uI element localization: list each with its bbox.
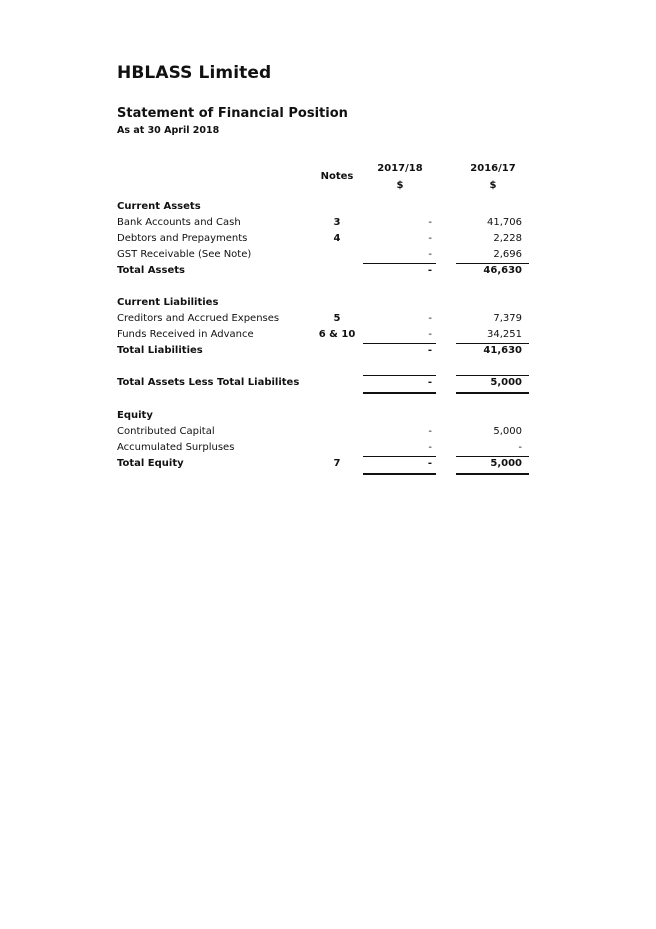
equity-heading — [0, 410, 656, 426]
double-total-rule — [363, 473, 436, 475]
total-value-2017-18: - — [427, 345, 432, 356]
currency-2017-18-header: $ — [396, 180, 404, 191]
total-note: 7 — [333, 458, 341, 469]
subtotal-rule — [456, 343, 529, 344]
year-2017-18-header: 2017/18 — [377, 163, 423, 174]
total-label: Total Assets — [117, 265, 185, 276]
currency-2016-17-header: $ — [489, 180, 497, 191]
double-total-rule — [456, 473, 529, 475]
double-total-rule — [456, 392, 529, 394]
subtotal-rule — [456, 456, 529, 457]
total-value-2017-18: - — [427, 265, 432, 276]
total-label: Total Equity — [117, 458, 184, 469]
net-assets-row — [0, 377, 656, 393]
table-row — [0, 426, 656, 442]
row-label: Funds Received in Advance — [117, 329, 254, 340]
row-value-2016-17: - — [518, 442, 522, 453]
section-heading: Equity — [117, 410, 153, 421]
row-value-2017-18: - — [428, 233, 432, 244]
row-value-2017-18: - — [428, 313, 432, 324]
row-note: 6 & 10 — [318, 329, 356, 340]
row-value-2016-17: 41,706 — [487, 217, 522, 228]
row-label: Creditors and Accrued Expenses — [117, 313, 280, 324]
table-row — [0, 233, 656, 249]
total-value-2017-18: - — [427, 458, 432, 469]
total-value-2016-17: 46,630 — [483, 265, 522, 276]
double-total-rule — [363, 392, 436, 394]
table-row — [0, 249, 656, 265]
company-name: HBLASS Limited — [117, 63, 272, 83]
table-row — [0, 313, 656, 329]
row-value-2016-17: 2,228 — [493, 233, 522, 244]
net-assets-value-2016-17: 5,000 — [490, 377, 522, 388]
row-label: Bank Accounts and Cash — [117, 217, 241, 228]
current-liabilities-heading — [0, 297, 656, 313]
net-assets-label: Total Assets Less Total Liabilites — [117, 377, 300, 388]
row-note: 4 — [333, 233, 341, 244]
total-value-2016-17: 5,000 — [490, 458, 522, 469]
net-assets-value-2017-18: - — [427, 377, 432, 388]
row-label: Contributed Capital — [117, 426, 215, 437]
table-row — [0, 442, 656, 458]
section-heading: Current Assets — [117, 201, 201, 212]
subtotal-rule — [456, 263, 529, 264]
subtotal-rule — [363, 456, 436, 457]
total-row — [0, 345, 656, 361]
total-row — [0, 458, 656, 474]
subtotal-rule — [456, 375, 529, 376]
row-value-2016-17: 5,000 — [493, 426, 522, 437]
row-note: 5 — [333, 313, 341, 324]
row-label: Accumulated Surpluses — [117, 442, 235, 453]
total-label: Total Liabilities — [117, 345, 203, 356]
row-note: 3 — [333, 217, 341, 228]
row-value-2017-18: - — [428, 442, 432, 453]
row-value-2016-17: 2,696 — [493, 249, 522, 260]
row-label: Debtors and Prepayments — [117, 233, 248, 244]
row-value-2017-18: - — [428, 329, 432, 340]
total-row — [0, 265, 656, 281]
row-value-2017-18: - — [428, 249, 432, 260]
subtotal-rule — [363, 375, 436, 376]
year-2016-17-header: 2016/17 — [470, 163, 516, 174]
current-assets-heading — [0, 201, 656, 217]
row-value-2016-17: 34,251 — [487, 329, 522, 340]
subtotal-rule — [363, 263, 436, 264]
section-heading: Current Liabilities — [117, 297, 219, 308]
statement-title: Statement of Financial Position — [117, 106, 348, 121]
total-value-2016-17: 41,630 — [483, 345, 522, 356]
subtotal-rule — [363, 343, 436, 344]
statement-date: As at 30 April 2018 — [117, 125, 220, 136]
table-row — [0, 217, 656, 233]
row-value-2017-18: - — [428, 217, 432, 228]
row-value-2017-18: - — [428, 426, 432, 437]
notes-column-header: Notes — [320, 171, 354, 182]
table-row — [0, 329, 656, 345]
row-label: GST Receivable (See Note) — [117, 249, 252, 260]
row-value-2016-17: 7,379 — [493, 313, 522, 324]
